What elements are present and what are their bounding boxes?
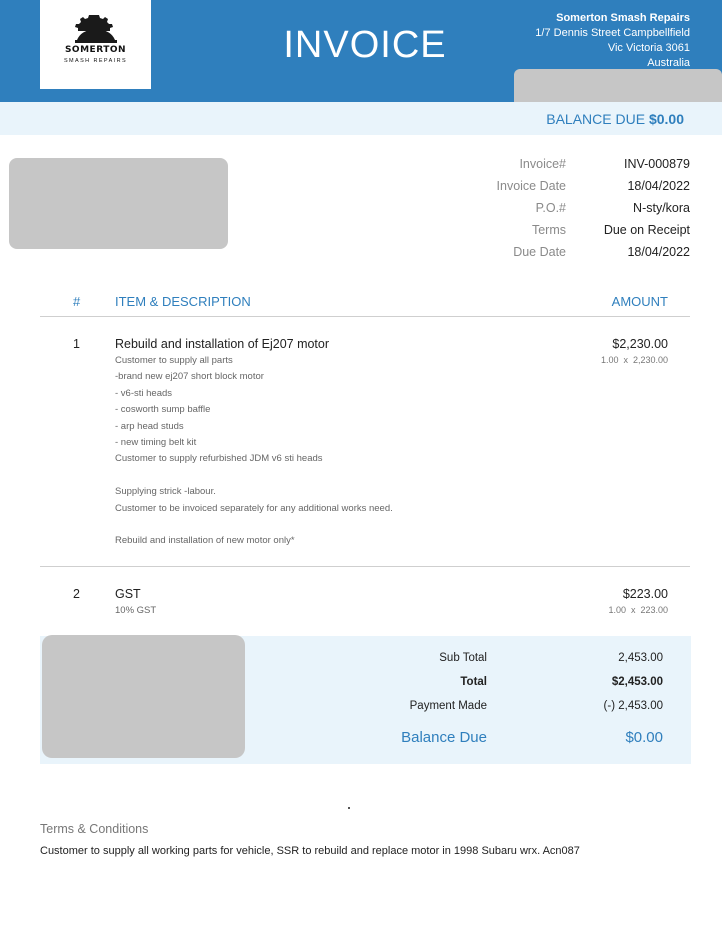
gear-car-logo-icon: [71, 12, 121, 44]
meta-label: Terms: [531, 223, 566, 237]
meta-value: 18/04/2022: [627, 245, 690, 259]
description-line: - cosworth sump baffle: [115, 404, 211, 416]
subtotal-value: 2,453.00: [618, 652, 663, 664]
description-line: Customer to supply refurbished JDM v6 sti heads: [115, 453, 323, 465]
meta-row-due-date: [360, 245, 690, 267]
description-line: Supplying strick -labour.: [115, 486, 216, 498]
company-address-line: Vic Victoria 3061: [607, 42, 690, 54]
payment-made-label: Payment Made: [409, 700, 487, 712]
line-item-description: [115, 353, 393, 550]
line-item-title: Rebuild and installation of Ej207 motor: [115, 337, 330, 351]
logo-name: SOMERTON: [64, 45, 127, 55]
meta-label: Due Date: [513, 245, 566, 259]
total-label: Total: [460, 676, 487, 688]
line-item-amount: $2,230.00: [612, 337, 668, 351]
description-line: [115, 517, 393, 533]
page-title: INVOICE: [283, 24, 447, 66]
meta-row-invoice-date: [360, 179, 690, 201]
total-value: $2,453.00: [611, 676, 663, 688]
balance-due-value: $0.00: [648, 111, 684, 127]
line-item-quantity: 1.00 x 2,230.00: [600, 355, 668, 365]
divider: [40, 566, 690, 567]
line-item-description: [115, 603, 156, 619]
column-header-amount: AMOUNT: [611, 294, 668, 309]
invoice-meta: [360, 157, 690, 267]
stray-dot: [348, 807, 350, 809]
balance-due-label: BALANCE DUE: [546, 111, 646, 127]
divider: [40, 316, 690, 317]
company-name: Somerton Smash Repairs: [556, 12, 690, 24]
description-line: Customer to supply all parts: [115, 355, 233, 366]
company-logo: [40, 0, 151, 89]
meta-value: N-sty/kora: [633, 201, 690, 215]
meta-label: Invoice#: [519, 157, 566, 171]
balance-due-summary: [546, 111, 684, 127]
line-item-number: 2: [73, 587, 80, 601]
meta-value: 18/04/2022: [627, 179, 690, 193]
balance-due-label-total: Balance Due: [401, 729, 487, 746]
company-address-line: 1/7 Dennis Street Campbellfield: [535, 27, 690, 39]
company-address-line: Australia: [647, 57, 690, 69]
description-line: [115, 468, 393, 484]
description-line: - arp head studs: [115, 420, 184, 432]
payment-made-value: (-) 2,453.00: [603, 700, 663, 712]
description-line: Customer to be invoiced separately for any additional works need.: [115, 502, 393, 514]
company-address: [535, 11, 690, 71]
column-header-number: #: [73, 294, 81, 309]
line-item-title: GST: [115, 587, 141, 601]
line-item-quantity: 1.00 x 223.00: [608, 605, 668, 615]
description-line: -brand new ej207 short block motor: [115, 371, 264, 383]
description-line: Rebuild and installation of new motor only*: [115, 535, 295, 547]
column-header-item: ITEM & DESCRIPTION: [115, 294, 251, 309]
meta-row-invoice-number: [360, 157, 690, 179]
line-item-number: 1: [73, 337, 80, 351]
description-line: 10% GST: [115, 605, 157, 616]
meta-row-po: [360, 201, 690, 223]
meta-value: Due on Receipt: [603, 223, 690, 237]
meta-label: Invoice Date: [496, 179, 566, 193]
logo-tagline: SMASH REPAIRS: [63, 58, 128, 64]
balance-due-value-total: $0.00: [625, 729, 663, 746]
terms-text: Customer to supply all working parts for vehicle, SSR to rebuild and replace motor in 1998 Subaru wrx. Acn087: [40, 845, 580, 857]
terms-heading: Terms & Conditions: [40, 822, 149, 836]
meta-label: P.O.#: [535, 201, 566, 215]
description-line: - v6-sti heads: [115, 387, 173, 399]
redacted-block: [42, 635, 245, 758]
line-item-amount: $223.00: [622, 587, 668, 601]
subtotal-label: Sub Total: [439, 652, 487, 664]
description-line: - new timing belt kit: [115, 437, 197, 449]
redacted-customer-block: [9, 158, 228, 249]
meta-value: INV-000879: [623, 157, 690, 171]
meta-row-terms: [360, 223, 690, 245]
